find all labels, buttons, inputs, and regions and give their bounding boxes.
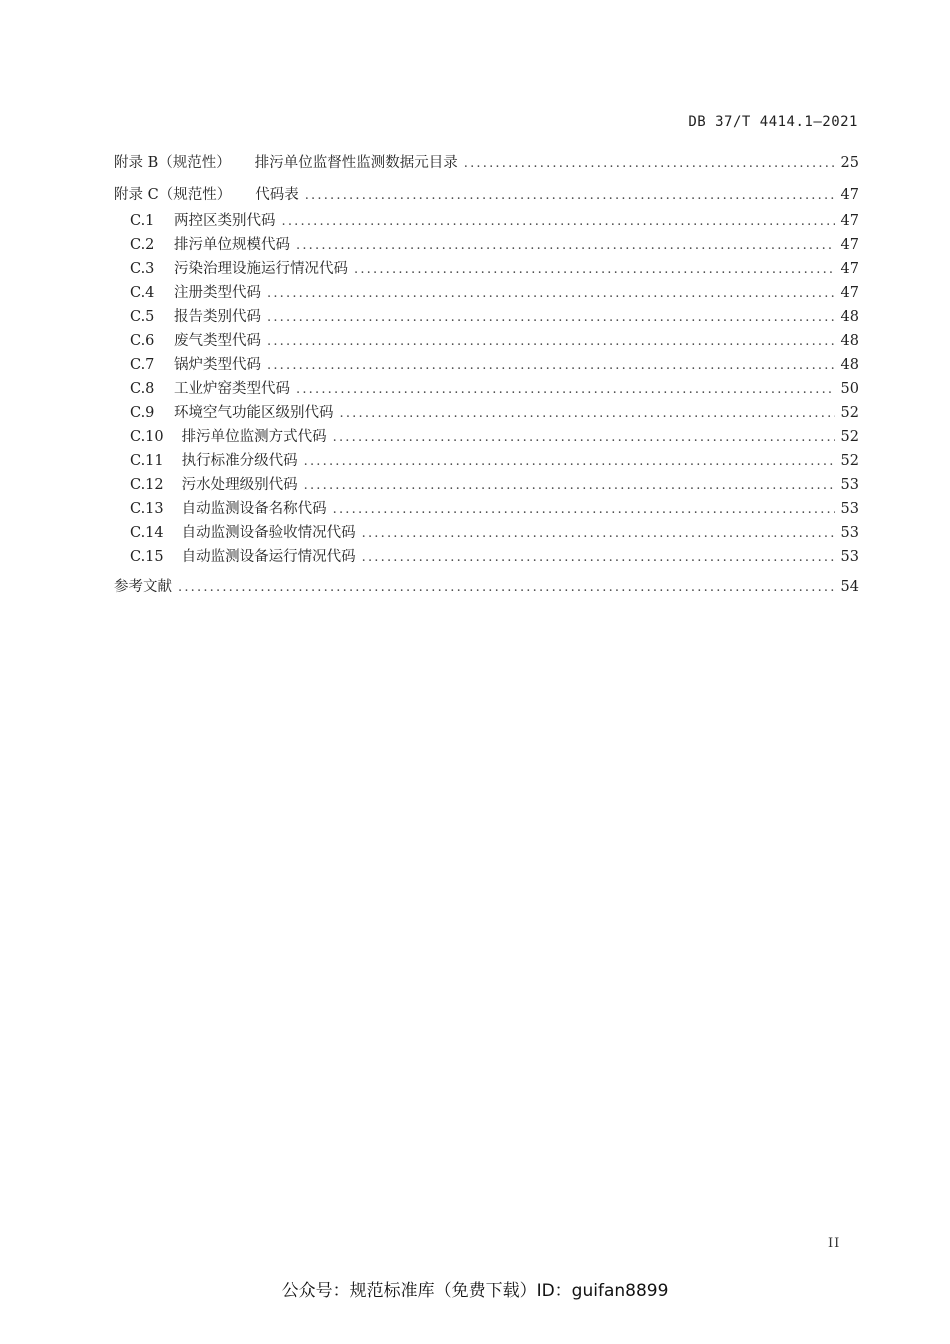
toc-entry-number: C.7 xyxy=(130,357,155,373)
toc-entry-page: 47 xyxy=(840,187,859,203)
toc-entry-title: 代码表 xyxy=(255,187,299,203)
toc-entry-title: 工业炉窑类型代码 xyxy=(174,381,290,397)
toc-entry-page: 47 xyxy=(840,285,859,301)
toc-entry[interactable] xyxy=(130,546,859,568)
toc-entry-number: C.8 xyxy=(130,381,155,397)
toc-entry-number: C.6 xyxy=(130,333,155,349)
toc-entry[interactable] xyxy=(130,426,859,448)
toc-entry[interactable] xyxy=(130,306,859,328)
document-code: DB 37/T 4414.1—2021 xyxy=(688,114,858,130)
toc-entry-number: C.3 xyxy=(130,261,155,277)
toc-entry-title: 参考文献 xyxy=(114,579,172,595)
toc-entry[interactable] xyxy=(130,402,859,424)
toc-entry-title: 环境空气功能区级别代码 xyxy=(174,405,334,421)
toc-entry[interactable] xyxy=(130,282,859,304)
toc-entry-number: C.4 xyxy=(130,285,155,301)
toc-entry[interactable] xyxy=(130,498,859,520)
toc-entry[interactable] xyxy=(130,522,859,544)
toc-entry[interactable] xyxy=(130,450,859,472)
toc-entry-page: 25 xyxy=(840,155,859,171)
toc-entry-title: 污水处理级别代码 xyxy=(181,477,298,493)
toc-entry-number: C.15 xyxy=(130,549,164,565)
toc-entry-page: 50 xyxy=(840,381,859,397)
toc-dot-leader xyxy=(362,547,835,569)
toc-dot-leader xyxy=(354,259,835,281)
toc-dot-leader xyxy=(267,355,835,377)
toc-entry-page: 54 xyxy=(840,579,859,595)
toc-dot-leader xyxy=(267,307,835,329)
toc-entry-title: 两控区类别代码 xyxy=(174,213,276,229)
toc-dot-leader xyxy=(267,331,835,353)
toc-entry[interactable] xyxy=(130,210,859,232)
toc-dot-leader xyxy=(267,283,835,305)
toc-entry-number: C.13 xyxy=(130,501,164,517)
toc-entry-page: 48 xyxy=(840,333,859,349)
toc-entry-number: 附录 C（规范性） xyxy=(114,187,232,203)
toc-entry-page: 53 xyxy=(840,525,859,541)
toc-dot-leader xyxy=(464,153,835,175)
toc-entry-page: 53 xyxy=(840,477,859,493)
toc-entry-number: C.11 xyxy=(130,453,164,469)
toc-entry-page: 52 xyxy=(840,429,859,445)
toc-entry-title: 污染治理设施运行情况代码 xyxy=(174,261,348,277)
toc-entry-page: 48 xyxy=(840,309,859,325)
toc-dot-leader xyxy=(304,475,835,497)
toc-entry[interactable] xyxy=(114,184,859,206)
toc-entry-title: 锅炉类型代码 xyxy=(174,357,261,373)
toc-entry-number: C.9 xyxy=(130,405,155,421)
toc-entry[interactable] xyxy=(130,378,859,400)
toc-entry[interactable] xyxy=(130,258,859,280)
toc-entry-number: C.2 xyxy=(130,237,155,253)
toc-dot-leader xyxy=(333,499,835,521)
toc-entry-number: C.10 xyxy=(130,429,164,445)
toc-entry-number: C.14 xyxy=(130,525,164,541)
toc-entry-number: C.5 xyxy=(130,309,155,325)
toc-entry-page: 52 xyxy=(840,405,859,421)
toc-entry-title: 报告类别代码 xyxy=(174,309,261,325)
toc-dot-leader xyxy=(362,523,835,545)
toc-entry-page: 47 xyxy=(840,213,859,229)
toc-entry-title: 排污单位规模代码 xyxy=(174,237,290,253)
toc-entry[interactable] xyxy=(130,474,859,496)
page-number: II xyxy=(828,1236,841,1251)
toc-entry-title: 自动监测设备名称代码 xyxy=(181,501,327,517)
toc-entry-number: C.12 xyxy=(130,477,164,493)
toc-entry-page: 53 xyxy=(840,501,859,517)
toc-entry[interactable] xyxy=(130,234,859,256)
toc-entry-page: 47 xyxy=(840,237,859,253)
toc-dot-leader xyxy=(178,577,835,599)
toc-dot-leader xyxy=(282,211,835,233)
toc-entry[interactable] xyxy=(130,330,859,352)
toc-entry[interactable] xyxy=(130,354,859,376)
toc-dot-leader xyxy=(305,185,835,207)
toc-entry-page: 47 xyxy=(840,261,859,277)
toc-entry-title: 废气类型代码 xyxy=(174,333,261,349)
toc-entry[interactable] xyxy=(114,576,859,598)
footer-watermark-note: 公众号：规范标准库（免费下载）ID：guifan8899 xyxy=(281,1281,669,1301)
toc-entry-page: 52 xyxy=(840,453,859,469)
toc-dot-leader xyxy=(296,379,835,401)
toc-dot-leader xyxy=(340,403,835,425)
toc-entry-title: 排污单位监督性监测数据元目录 xyxy=(254,155,458,171)
toc-entry-page: 48 xyxy=(840,357,859,373)
toc-entry-title: 自动监测设备验收情况代码 xyxy=(181,525,356,541)
toc-entry-title: 排污单位监测方式代码 xyxy=(181,429,327,445)
toc-entry-number: C.1 xyxy=(130,213,155,229)
toc-entry-number: 附录 B（规范性） xyxy=(114,155,231,171)
toc-entry-page: 53 xyxy=(840,549,859,565)
toc-dot-leader xyxy=(304,451,835,473)
toc-entry-title: 自动监测设备运行情况代码 xyxy=(181,549,356,565)
toc-entry-title: 注册类型代码 xyxy=(174,285,261,301)
toc-entry-title: 执行标准分级代码 xyxy=(181,453,298,469)
toc-entry[interactable] xyxy=(114,152,859,174)
toc-dot-leader xyxy=(333,427,835,449)
toc-dot-leader xyxy=(296,235,835,257)
